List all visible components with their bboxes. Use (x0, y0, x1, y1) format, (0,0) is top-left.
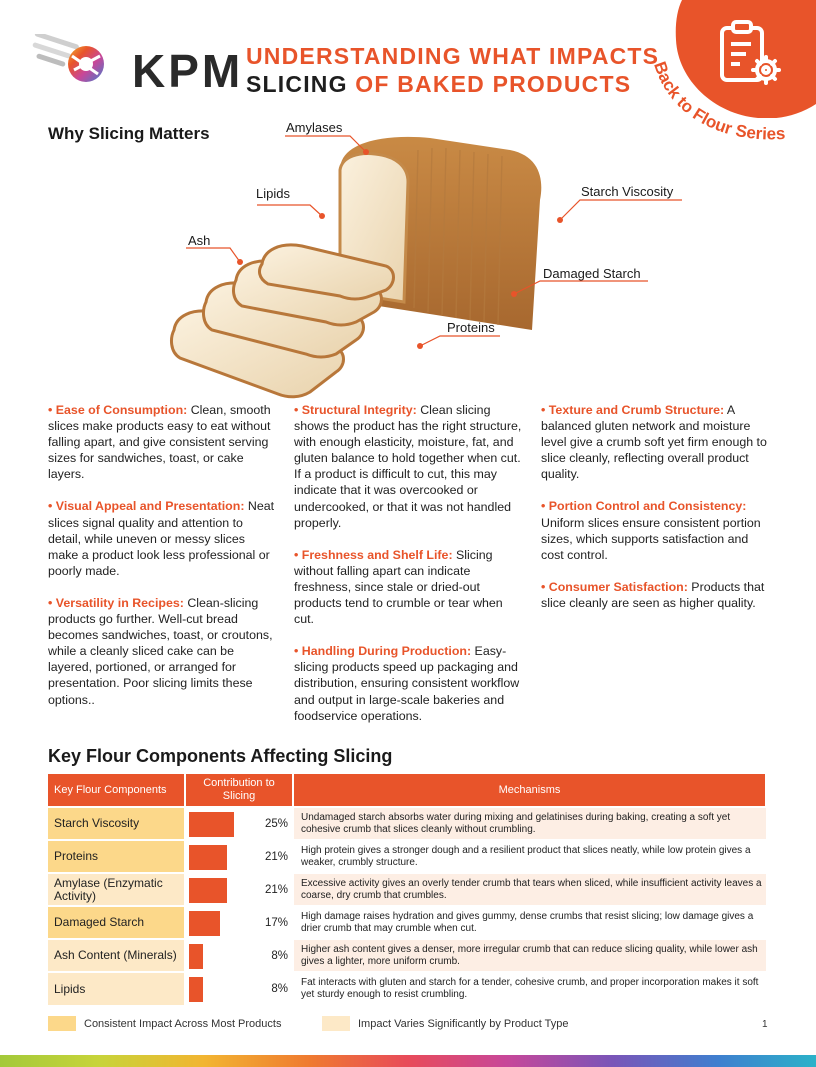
callout-amylases: Amylases (286, 120, 343, 135)
legend-varies (322, 1016, 569, 1031)
cell-component: Ash Content (Minerals) (48, 939, 185, 972)
table-row (48, 807, 766, 840)
cell-component: Damaged Starch (48, 906, 185, 939)
contribution-bar (189, 944, 203, 969)
callout-starch-viscosity: Starch Viscosity (581, 184, 674, 199)
callout-proteins: Proteins (447, 320, 495, 335)
bullets-column-1 (48, 402, 276, 724)
table-row (48, 906, 766, 939)
bullet-portion: • Portion Control and Consistency: Uniform slices ensure consistent portion sizes, which supports satisfaction and cost control. (541, 499, 761, 562)
title-line-2-rest: OF BAKED PRODUCTS (355, 71, 632, 97)
bullet-visual: • Visual Appeal and Presentation: Neat slices signal quality and attention to detail, while uneven or messy slices make a product look less professional or poorly made. (48, 499, 275, 578)
contribution-percent: 8% (271, 950, 288, 962)
page-number: 1 (762, 1019, 768, 1030)
cell-mechanism: Higher ash content gives a denser, more irregular crumb that can reduce slicing quality, while lower ash gives a lighter, more uniform crumb. (293, 939, 766, 972)
bullet-handling: • Handling During Production: Easy-slicing products speed up packaging and distribution, ensuring consistent workflow and output in large-scale bakeries and foodservice operations. (294, 644, 520, 723)
footer-rainbow-bar (0, 1055, 816, 1067)
header-components: Key Flour Components (48, 774, 185, 807)
page-title (246, 42, 659, 98)
bullets-column-2 (294, 402, 522, 740)
callout-lipids: Lipids (256, 186, 290, 201)
bullet-structural: • Structural Integrity: Clean slicing shows the product has the right structure, with enough elasticity, moisture, fat, and gluten balance to hold together when cut. If a product is difficult to cut, this may indicate that it was overcooked or undercooked, or that it was not handled properly. (294, 403, 522, 530)
table-header-row (48, 774, 766, 807)
legend-swatch-varies (322, 1016, 350, 1031)
table-row (48, 972, 766, 1005)
cell-contribution (185, 807, 293, 840)
legend-label-varies: Impact Varies Significantly by Product Type (358, 1017, 569, 1030)
logo-text: KPM (132, 45, 244, 97)
cell-contribution (185, 873, 293, 906)
title-line-2-highlight: SLICING (246, 71, 348, 97)
contribution-percent: 25% (264, 818, 288, 830)
bullet-freshness: • Freshness and Shelf Life: Slicing without falling apart can indicate freshness, since stale or dried-out products tend to crumble or tear when cut. (294, 547, 503, 627)
contribution-percent: 21% (264, 884, 288, 896)
header-contribution: Contribution to Slicing (185, 774, 293, 807)
cell-component: Proteins (48, 840, 185, 873)
contribution-percent: 21% (264, 851, 288, 863)
cell-contribution (185, 972, 293, 1005)
callout-damaged-starch: Damaged Starch (543, 266, 641, 281)
contribution-bar (189, 977, 203, 1002)
bullets-column-3 (541, 402, 769, 627)
cell-component: Amylase (Enzymatic Activity) (48, 873, 185, 906)
legend-swatch-consistent (48, 1016, 76, 1031)
contribution-percent: 8% (271, 983, 288, 995)
bullet-ease: • Ease of Consumption: Clean, smooth slices make products easy to eat without falling apart, and give consistent serving sizes for sandwiches, toast, or cake layers. (48, 403, 271, 482)
contribution-bar (189, 878, 227, 903)
legend-consistent (48, 1016, 281, 1031)
bullet-satisfaction: • Consumer Satisfaction: Products that slice cleanly are seen as higher quality. (541, 579, 765, 610)
bread-loaf-image (160, 130, 550, 400)
table-row (48, 873, 766, 906)
cell-contribution (185, 840, 293, 873)
title-line-1: UNDERSTANDING WHAT IMPACTS (246, 43, 660, 69)
cell-mechanism: Undamaged starch absorbs water during mixing and gelatinises during baking, creating a soft yet cohesive crumb that slices cleanly without crumbling. (293, 807, 766, 840)
bread-slices (172, 245, 394, 397)
table-row (48, 939, 766, 972)
contribution-bar (189, 812, 234, 837)
callout-ash: Ash (188, 233, 211, 248)
key-components-title: Key Flour Components Affecting Slicing (48, 746, 393, 766)
legend-label-consistent: Consistent Impact Across Most Products (84, 1017, 282, 1030)
cell-contribution (185, 906, 293, 939)
cell-component: Lipids (48, 972, 185, 1005)
cell-mechanism: Fat interacts with gluten and starch for a tender, cohesive crumb, and proper incorporation makes it soft yet sturdy enough to resist crumbling. (293, 972, 766, 1005)
cell-component: Starch Viscosity (48, 807, 185, 840)
cell-mechanism: High protein gives a stronger dough and a resilient product that slices neatly, while low protein gives a weaker, crumbly structure. (293, 840, 766, 873)
bullet-texture: • Texture and Crumb Structure: A balanced gluten network and moisture level give a crumb soft yet firm enough to slice cleanly, reflecting overall product quality. (541, 403, 767, 482)
logo-mark-icon (32, 34, 132, 94)
contribution-bar (189, 911, 220, 936)
cell-mechanism: High damage raises hydration and gives gummy, dense crumbs that resist slicing; low damage gives a drier crumb that may crumble when cut. (293, 906, 766, 939)
why-slicing-title: Why Slicing Matters (48, 124, 210, 143)
cell-contribution (185, 939, 293, 972)
contribution-bar (189, 845, 227, 870)
header-mechanisms: Mechanisms (293, 774, 766, 807)
series-label (630, 40, 816, 180)
table-row (48, 840, 766, 873)
svg-text:Back to Flour Series: Back to Flour Series (650, 59, 786, 144)
bullet-versatility: • Versatility in Recipes: Clean-slicing products go further. Well-cut bread becomes sandwiches, toast, or croutons, while a cleanly sliced cake can be layered, portioned, or arranged for presentation. Poor slicing limits these options.. (48, 595, 273, 707)
flour-components-table (48, 774, 767, 1005)
cell-mechanism: Excessive activity gives an overly tender crumb that tears when sliced, while insufficient activity leaves a coarse, dry crumb that crumbles. (293, 873, 766, 906)
kpm-logo (32, 34, 244, 97)
contribution-percent: 17% (264, 917, 288, 929)
